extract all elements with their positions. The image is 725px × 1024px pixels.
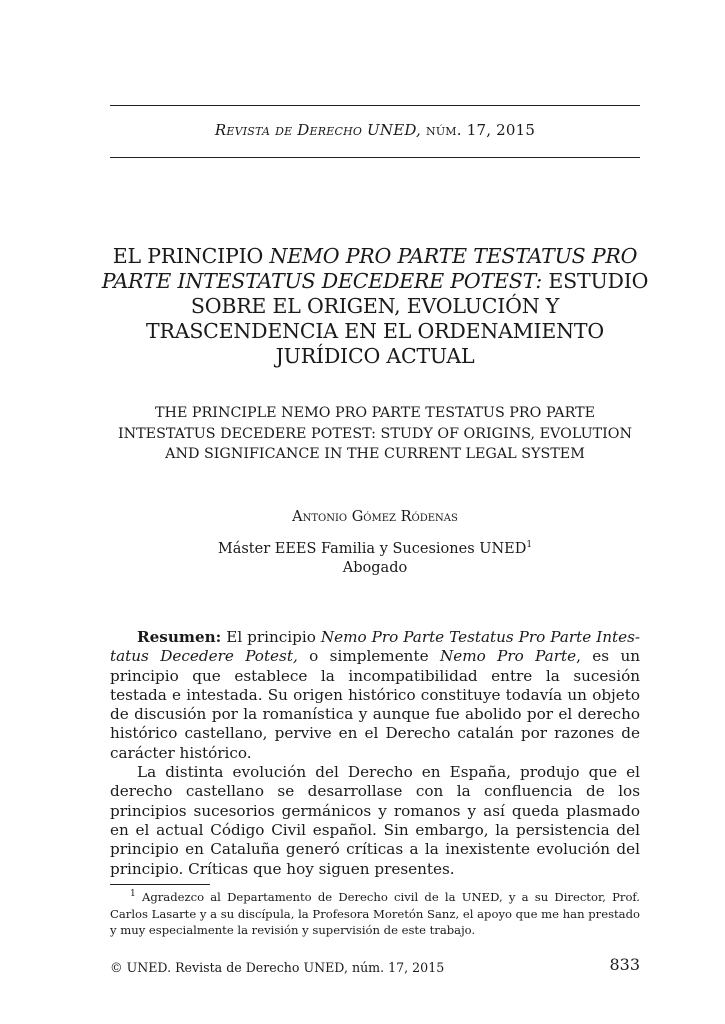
- abstract-text: El principio: [221, 628, 321, 646]
- page-number: 833: [609, 955, 640, 974]
- title-es-latin: NEMO PRO PARTE TESTATUS PRO PARTE INTESTATUS DECEDERE POTEST:: [101, 244, 638, 293]
- abstract-latin-short: Nemo Pro Parte: [439, 647, 577, 666]
- title-es-part1: EL PRINCIPIO: [112, 244, 270, 268]
- footnote-ref: 1: [526, 540, 533, 551]
- title-es-part3: ESTUDIO SOBRE EL ORIGEN, EVOLUCIÓN Y TRASCENDENCIA EN EL ORDENAMIENTO JURÍDICO ACTUAL: [146, 269, 649, 368]
- issue-number: 17, 2015: [466, 121, 536, 139]
- title-spanish: [100, 244, 650, 369]
- author-name: Antonio Gómez Ródenas: [292, 509, 458, 525]
- footnote-marker: 1: [130, 889, 136, 900]
- abstract: [110, 628, 640, 879]
- author-role: Abogado: [342, 560, 408, 576]
- abstract-paragraph-1: [110, 628, 640, 763]
- abstract-label: Resumen:: [137, 628, 222, 646]
- footnote-text: Agradezco al Departamento de Derecho civil de la UNED, y a su Director, Prof. Carlos Lasarte y a su discípula, la Profesora Moretón Sanz, el apoyo que me han prestado y muy especialmente la revisión y supervisión de este trabajo.: [110, 890, 640, 938]
- author-affiliation: Máster EEES Familia y Sucesiones UNED: [217, 541, 527, 557]
- header-top-rule: [110, 105, 640, 106]
- issue-abbrev: núm.: [426, 121, 462, 139]
- footer-copyright: © UNED. Revista de Derecho UNED, núm. 17, 2015: [110, 960, 445, 975]
- footnote-rule: [110, 884, 210, 885]
- journal-title: Revista de Derecho UNED,: [214, 121, 422, 139]
- abstract-paragraph-2: La distinta evolución del Derecho en España, produjo que el derecho castellano se desarrollase con la confluencia de los principios sucesorios germánicos y romanos y así queda plasmado en el actual Código Civil español. Sin embargo, la persistencia del principio en Cataluña generó críticas a la inexistente evolución del principio. Críticas que hoy siguen presentes.: [110, 763, 640, 878]
- abstract-text: , es un principio que establece la incompatibilidad entre la sucesión testada e intestada. Su origen histórico constituye todavía un objeto de discusión por la romanística y aunque fue abolido por el derecho histórico castellano, pervive en el Derecho catalán por razones de carácter histórico.: [110, 647, 641, 762]
- journal-header: [110, 121, 640, 139]
- title-english: THE PRINCIPLE NEMO PRO PARTE TESTATUS PRO PARTE INTESTATUS DECEDERE POTEST: STUDY OF ORIGINS, EVOLUTION AND SIGNIFICANCE IN THE CURRENT LEGAL SYSTEM: [117, 405, 633, 462]
- abstract-text: o simplemente: [297, 647, 440, 666]
- header-bottom-rule: [110, 157, 640, 158]
- abstract-latin-phrase: Nemo Pro Parte Testatus Pro Parte Intestatus Decedere Potest,: [110, 628, 641, 666]
- footnote: [110, 889, 640, 939]
- author-affiliation-block: [110, 540, 640, 578]
